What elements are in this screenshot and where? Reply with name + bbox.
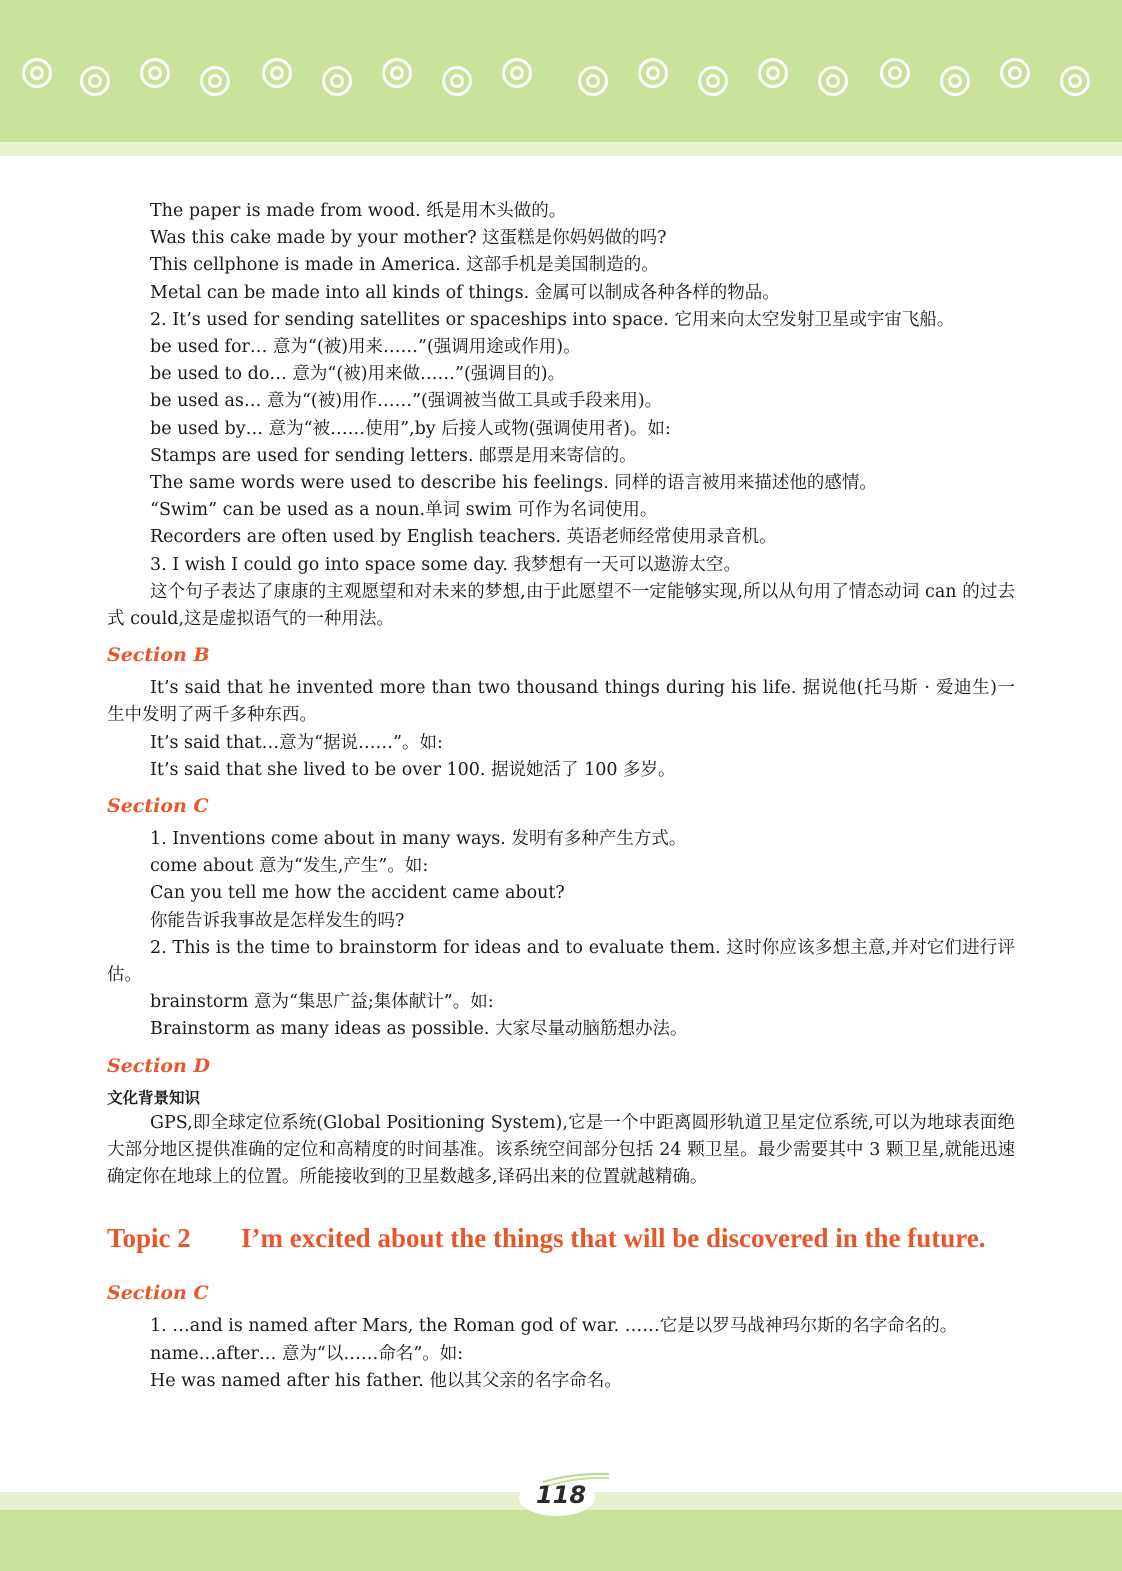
header-circle-icon — [698, 66, 728, 96]
text-line: 2. It’s used for sending satellites or spaceships into space. 它用来向太空发射卫星或宇宙飞船。 — [150, 309, 955, 330]
text-line: Brainstorm as many ideas as possible. 大家尽量动脑筋想办法。 — [150, 1019, 688, 1040]
page-number-text: 118 — [535, 1481, 587, 1509]
text-line: 1. …and is named after Mars, the Roman god of war. ……它是以罗马战神玛尔斯的名字命名的。 — [150, 1316, 958, 1337]
text-line: 3. I wish I could go into space some day. 我梦想有一天可以遨游太空。 — [150, 554, 742, 575]
header-circle-icon — [382, 58, 412, 88]
text-line: be used as… 意为“(被)用作……”(强调被当做工具或手段来用)。 — [150, 391, 663, 412]
text-line: It’s said that she lived to be over 100. 据说她活了 100 多岁。 — [150, 759, 676, 780]
header-circle-icon — [758, 58, 788, 88]
section-c-heading: Section C — [107, 795, 209, 818]
header-circle-icon — [22, 58, 52, 88]
text-line: Metal can be made into all kinds of things. 金属可以制成各种各样的物品。 — [150, 282, 780, 303]
header-circle-icon — [200, 66, 230, 96]
header-circle-icon — [322, 66, 352, 96]
header-circle-icon — [940, 66, 970, 96]
header-circle-icon — [1060, 66, 1090, 96]
header-circle-icon — [1000, 58, 1030, 88]
text-line: It’s said that…意为“据说……”。如: — [150, 732, 443, 753]
text-line: The same words were used to describe his feelings. 同样的语言被用来描述他的感情。 — [150, 473, 877, 494]
text-line: brainstorm 意为“集思广益;集体献计”。如: — [150, 992, 494, 1013]
text-line: 1. Inventions come about in many ways. 发明有多种产生方式。 — [150, 829, 687, 850]
text-line: be used by… 意为“被……使用”,by 后接人或物(强调使用者)。如: — [150, 418, 671, 439]
paragraph: 这个句子表达了康康的主观愿望和对未来的梦想,由于此愿望不一定能够实现,所以从句用了情态动词 can 的过去式 could,这是虚拟语气的一种用法。 — [107, 581, 1015, 630]
header-circle-icon — [442, 66, 472, 96]
topic2-section-c-heading: Section C — [107, 1282, 209, 1305]
text-line: 你能告诉我事故是怎样发生的吗? — [150, 910, 405, 931]
topic-title: I’m excited about the things that will be discovered in the future. — [241, 1223, 986, 1254]
section-d-heading: Section D — [107, 1054, 210, 1077]
text-line: Recorders are often used by English teachers. 英语老师经常使用录音机。 — [150, 527, 777, 548]
header-circle-icon — [502, 58, 532, 88]
header-circle-icon — [638, 58, 668, 88]
header-circle-icon — [818, 66, 848, 96]
header-circle-icon — [880, 58, 910, 88]
text-line: name…after… 意为“以……命名”。如: — [150, 1343, 464, 1364]
text-line: be used for… 意为“(被)用来……”(强调用途或作用)。 — [150, 337, 581, 358]
text-line: The paper is made from wood. 纸是用木头做的。 — [150, 201, 567, 221]
section-b-heading: Section B — [107, 644, 210, 667]
block1 — [107, 198, 1015, 633]
paragraph: GPS,即全球定位系统(Global Positioning System),它是一个中距离圆形轨道卫星定位系统,可以为地球表面绝大部分地区提供准确的定位和高精度的时间基准。该系统空间部分包括 24 颗卫星。最少需要其中 3 颗卫星,就能迅速确定你在地球上的位置。所能接收到的卫星数越多,译码出来的位置就越精确。 — [107, 1112, 1015, 1188]
header-circle-icon — [262, 58, 292, 88]
header-stripe — [0, 142, 1122, 156]
text-line: Can you tell me how the accident came about? — [150, 883, 565, 904]
paragraph: It’s said that he invented more than two thousand things during his life. 据说他(托马斯 · 爱迪生)一生中发明了两千多种东西。 — [107, 678, 1015, 726]
header-circle-icon — [80, 66, 110, 96]
paragraph: 2. This is the time to brainstorm for ideas and to evaluate them. 这时你应该多想主意,并对它们进行评估。 — [107, 937, 1015, 986]
topic-label: Topic 2 — [107, 1223, 191, 1254]
text-line: This cellphone is made in America. 这部手机是美国制造的。 — [150, 255, 659, 276]
section-d-subheading: 文化背景知识 — [107, 1088, 201, 1107]
text-line: Stamps are used for sending letters. 邮票是用来寄信的。 — [150, 445, 637, 466]
header-circle-icon — [140, 58, 170, 88]
text-line: come about 意为“发生,产生”。如: — [150, 856, 429, 877]
page-number — [513, 1472, 609, 1518]
page-content — [107, 198, 1015, 1395]
text-line: He was named after his father. 他以其父亲的名字命名。 — [150, 1370, 622, 1391]
topic-2-heading — [107, 1219, 1015, 1291]
text-line: “Swim” can be used as a noun.单词 swim 可作为名词使用。 — [150, 500, 658, 521]
text-line: be used to do… 意为“(被)用来做……”(强调目的)。 — [150, 364, 566, 385]
text-line: Was this cake made by your mother? 这蛋糕是你妈妈做的吗? — [150, 228, 667, 249]
header-circle-icon — [578, 66, 608, 96]
